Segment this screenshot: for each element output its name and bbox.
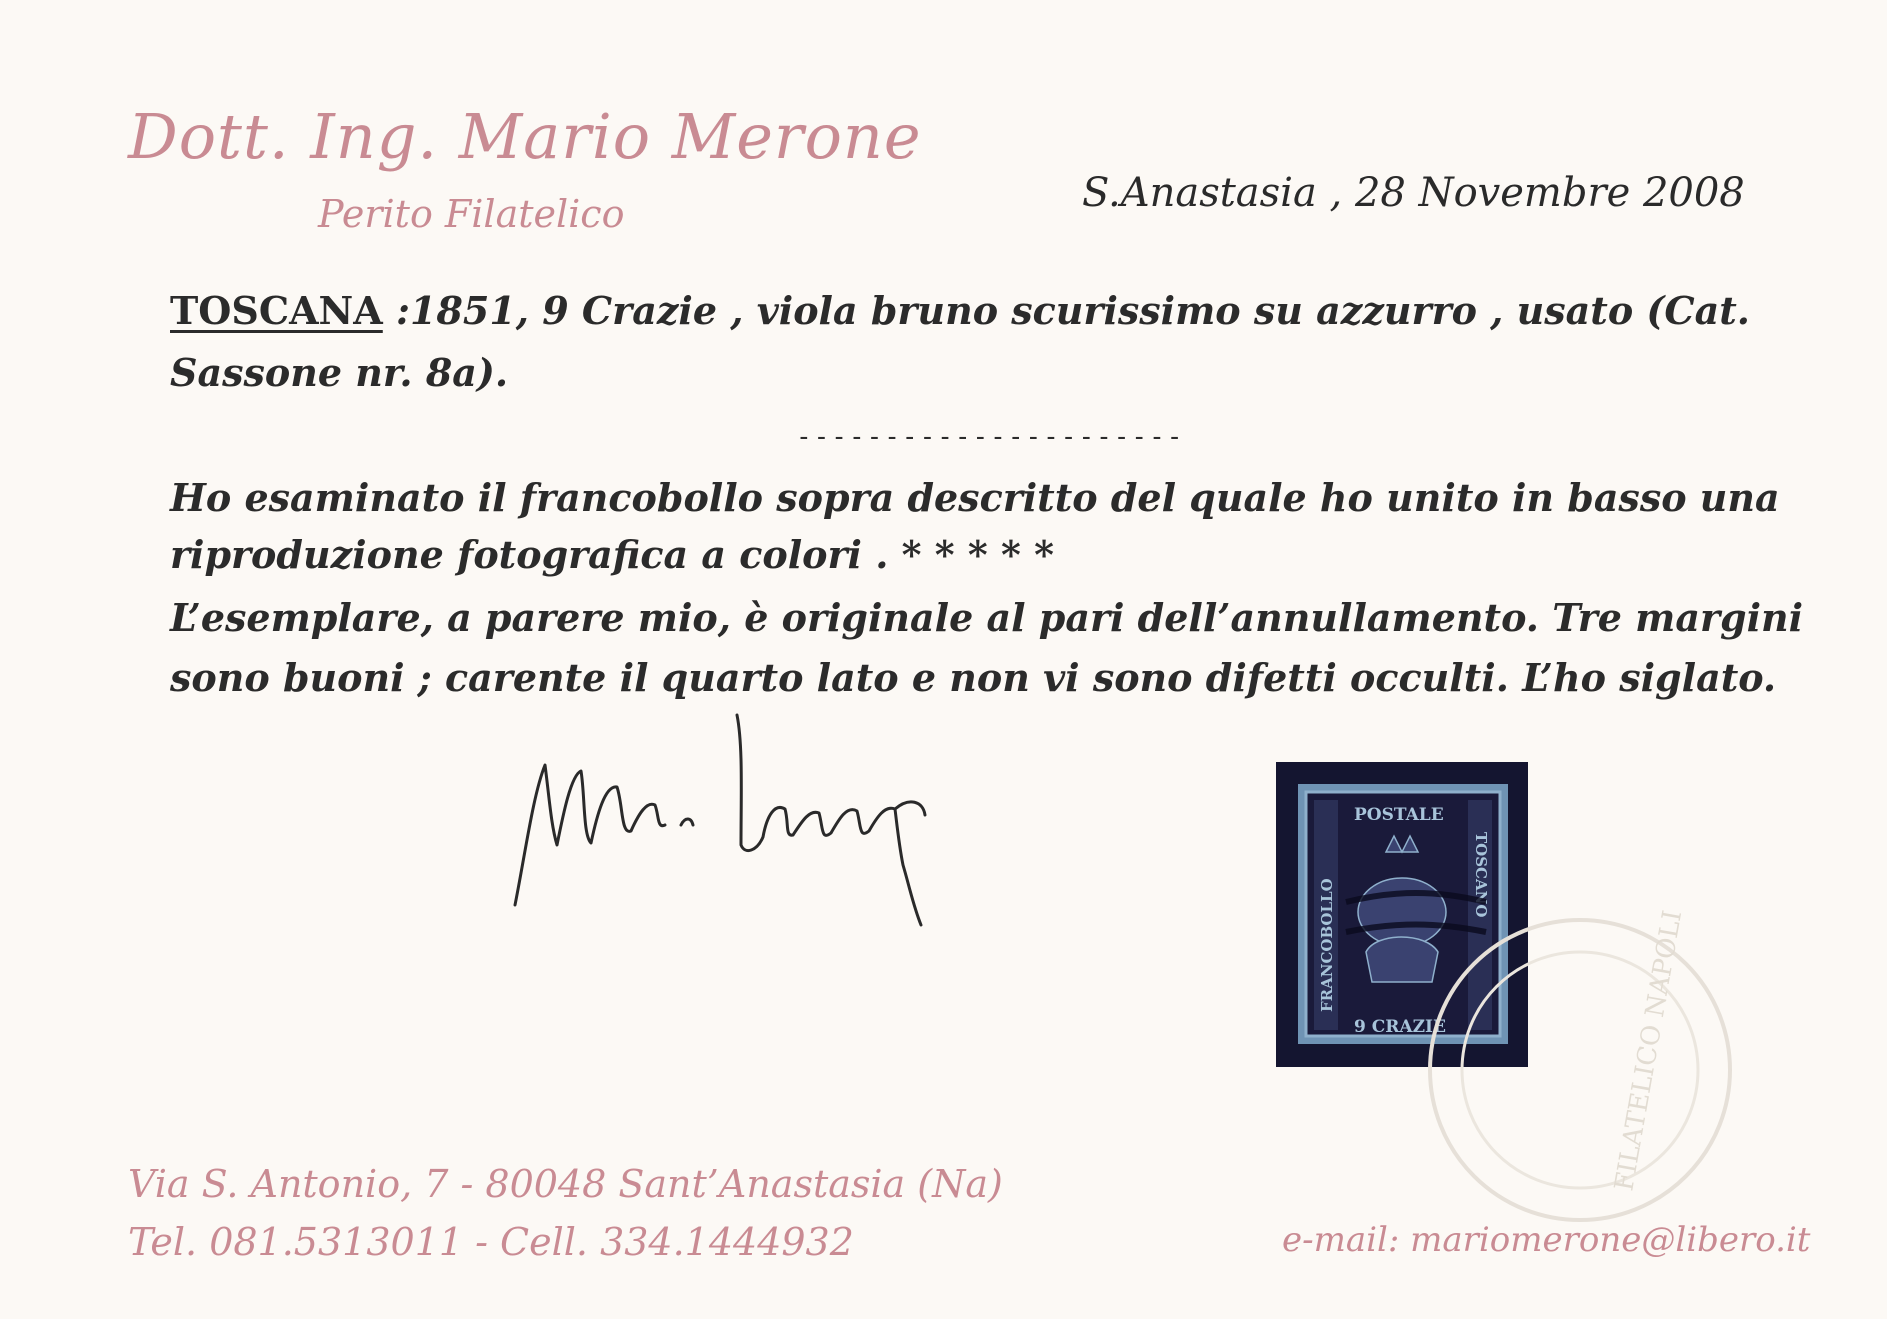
- statement-line-4: sono buoni ; carente il quarto lato e non vi sono difetti occulti. L’ho siglato.: [170, 655, 1777, 700]
- catalog-line-1: [170, 288, 1770, 333]
- stamp-bottom-label: 9 CRAZIE: [1354, 1017, 1446, 1037]
- signature: [505, 705, 1025, 935]
- expert-title: Perito Filatelico: [318, 192, 625, 236]
- footer-address: Via S. Antonio, 7 - 80048 Sant’Anastasia (Na): [128, 1162, 1003, 1206]
- footer-phone: Tel. 081.5313011 - Cell. 334.1444932: [128, 1220, 854, 1264]
- separator: ----------------------: [796, 422, 1185, 452]
- place-date: S.Anastasia , 28 Novembre 2008: [1082, 170, 1745, 216]
- statement-line-1: Ho esaminato il francobollo sopra descritto del quale ho unito in basso una: [170, 475, 1780, 520]
- expert-name: Dott. Ing. Mario Merone: [128, 100, 922, 173]
- statement-line-2: riproduzione fotografica a colori . * * * * *: [170, 532, 1054, 577]
- stamp-left-label: FRANCOBOLLO: [1318, 878, 1336, 1012]
- embossed-seal: [1410, 900, 1750, 1240]
- seal-text: FILATELICO NAPOLI: [1609, 908, 1689, 1194]
- catalog-line-2: Sassone nr. 8a).: [170, 350, 509, 395]
- statement-line-3: L’esemplare, a parere mio, è originale al pari dell’annullamento. Tre margini: [170, 595, 1804, 640]
- stamp-right-label: TOSCANO: [1472, 832, 1490, 918]
- catalog-description: :1851, 9 Crazie , viola bruno scurissimo su azzurro , usato (Cat.: [382, 288, 1751, 333]
- catalog-heading: TOSCANA: [170, 288, 383, 333]
- footer-email[interactable]: e-mail: mariomerone@libero.it: [1282, 1220, 1811, 1260]
- stamp-top-label: POSTALE: [1354, 805, 1444, 825]
